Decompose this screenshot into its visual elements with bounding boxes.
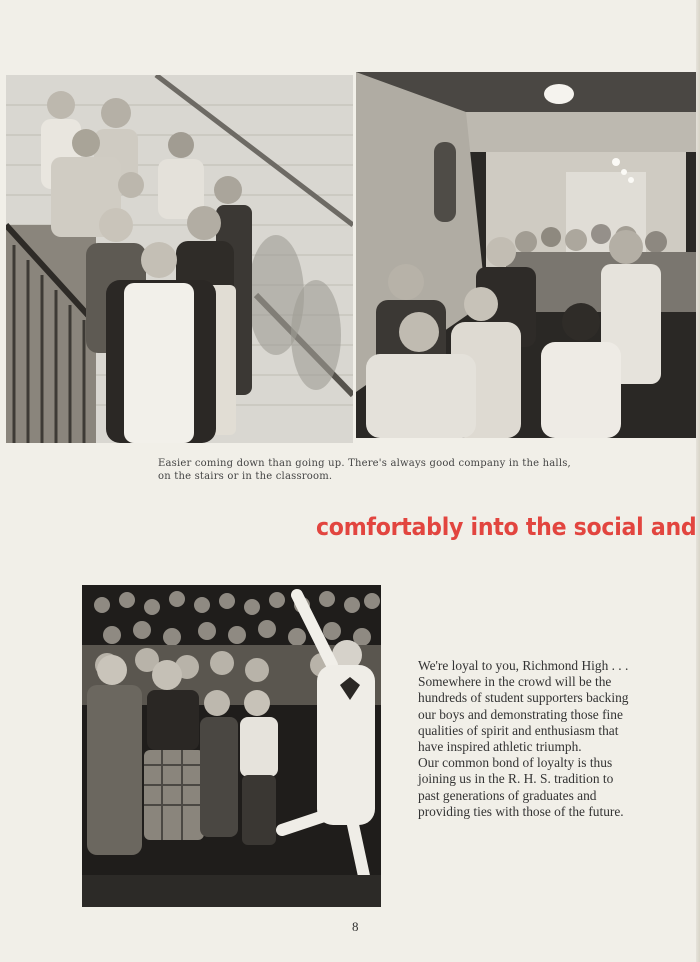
headline: comfortably into the social and [316,513,697,541]
page-number: 8 [352,919,359,934]
body-line: qualities of spirit and enthusiasm that [418,722,619,738]
hallway-photo [356,72,700,438]
body-text [418,658,683,820]
body-line: have inspired athletic triumph. [418,739,582,755]
body-line: Somewhere in the crowd will be the [418,674,612,690]
crowd-photo [82,585,381,907]
caption-line-1: Easier coming down than going up. There's always good company in the halls, [158,458,571,469]
body-line: We're loyal to you, Richmond High . . . [418,658,629,673]
body-line: hundreds of student supporters backing [418,690,629,706]
body-line: providing ties with those of the future. [418,803,624,819]
caption-line-2: on the stairs or in the classroom. [158,471,333,482]
body-line: Our common bond of loyalty is thus [418,755,613,771]
page-edge [696,0,700,962]
body-line: past generations of graduates and [418,787,597,803]
photo-caption [158,457,598,483]
body-line: joining us in the R. H. S. tradition to [418,771,614,787]
stairs-photo [6,75,353,443]
body-line: our boys and demonstrating those fine [418,706,623,722]
